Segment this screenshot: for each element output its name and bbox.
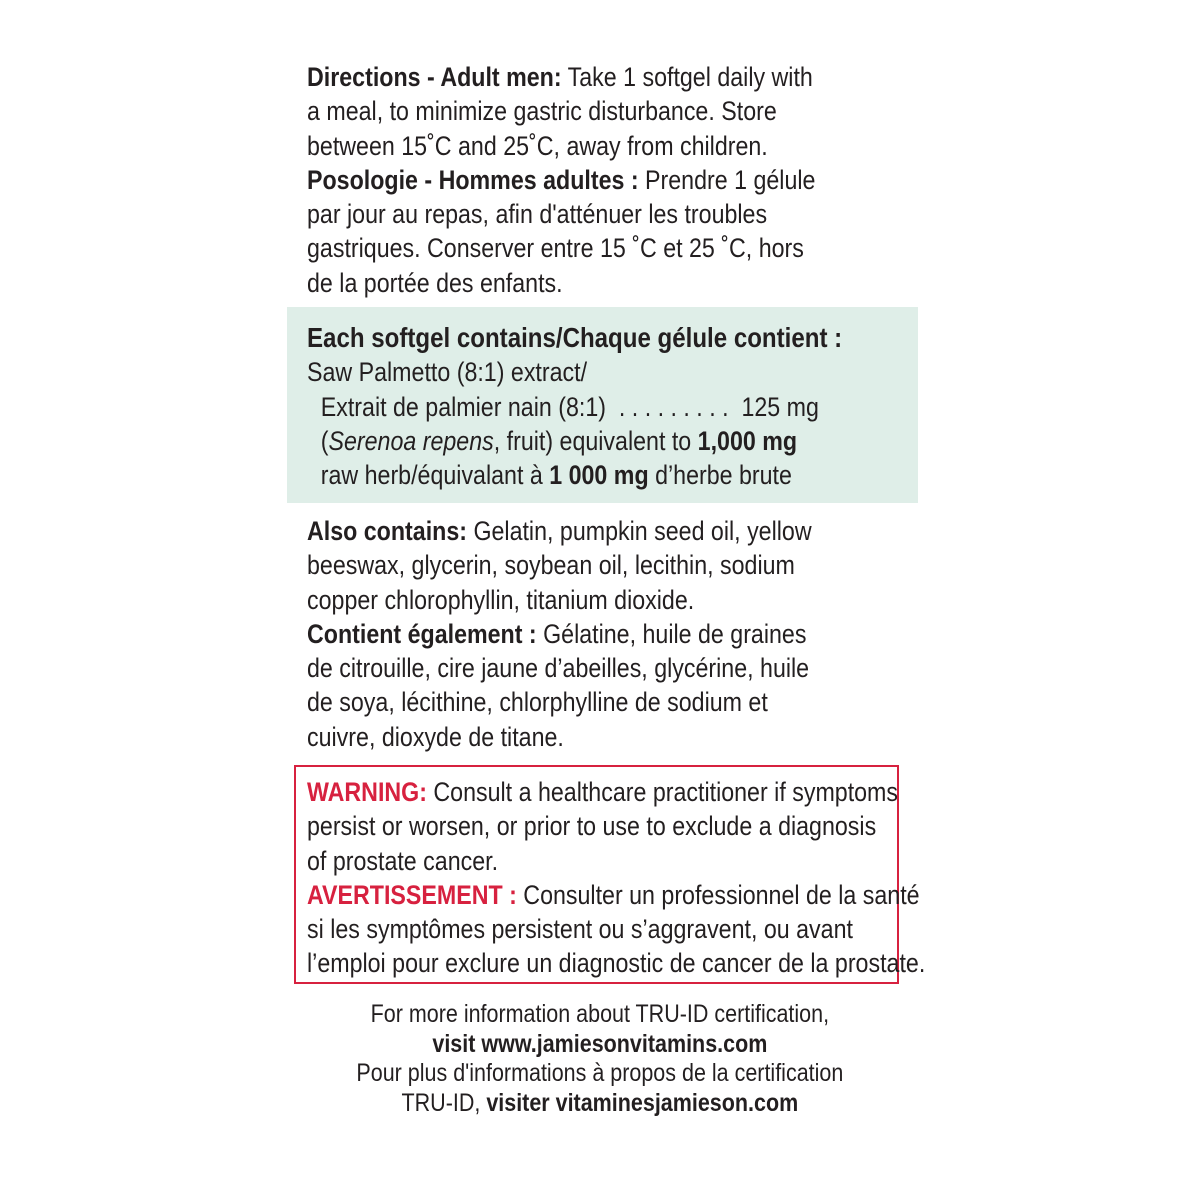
raw-herb-prefix: raw herb/équivalant à	[320, 460, 550, 491]
footer-line: For more information about TRU-ID certification,	[370, 1000, 830, 1028]
certification-footer	[0, 1000, 1200, 1118]
ingredient-amount-line	[307, 390, 842, 424]
ingredient-name-line: Saw Palmetto (8:1) extract/	[307, 357, 588, 388]
directions-fr-label: Posologie - Hommes adultes :	[307, 164, 639, 195]
directions-fr-text: Prendre 1 gélule	[638, 164, 816, 195]
directions-fr-line: gastriques. Conserver entre 15 ˚C et 25 ˚C, hors	[307, 233, 804, 264]
ingredient-name-fr: Extrait de palmier nain (8:1)	[320, 391, 606, 422]
footer-website-fr-line	[84, 1089, 1116, 1119]
also-contains-fr-line: cuivre, dioxyde de titane.	[307, 721, 564, 752]
also-contains-fr-line	[307, 617, 812, 651]
also-contains-en-text: Gelatin, pumpkin seed oil, yellow	[466, 516, 812, 546]
warning-en-line: of prostate cancer.	[307, 845, 499, 876]
footer-website-en: visit www.jamiesonvitamins.com	[432, 1029, 768, 1058]
softgel-contents-section	[307, 321, 842, 492]
directions-en-line	[307, 60, 815, 94]
warning-en-text: Consult a healthcare practitioner if symptoms	[426, 777, 899, 807]
source-text: , fruit) equivalent to	[493, 425, 698, 456]
footer-website-fr: visiter vitaminesjamieson.com	[486, 1088, 799, 1117]
also-contains-en-label: Also contains:	[307, 516, 467, 546]
also-contains-en-line: beeswax, glycerin, soybean oil, lecithin, sodium	[307, 550, 795, 581]
footer-prefix: TRU-ID,	[401, 1088, 487, 1117]
warning-fr-label: AVERTISSEMENT :	[307, 879, 517, 910]
equivalent-amount-en: 1,000 mg	[697, 425, 798, 456]
also-contains-section	[307, 514, 812, 754]
ingredient-source-line	[307, 424, 842, 458]
warning-fr-line: si les symptômes persistent ou s’aggravent, ou avant	[307, 914, 853, 945]
species-name: Serenoa repens	[328, 425, 494, 456]
warning-section	[307, 775, 925, 981]
also-contains-fr-text: Gélatine, huile de graines	[536, 618, 807, 649]
warning-en-line: persist or worsen, or prior to use to exclude a diagnosis	[307, 811, 877, 842]
also-contains-en-line	[307, 514, 812, 548]
raw-herb-line	[307, 458, 842, 492]
directions-section	[307, 60, 815, 300]
directions-en-line: a meal, to minimize gastric disturbance. Store	[307, 96, 777, 127]
directions-fr-line: de la portée des enfants.	[307, 267, 563, 298]
directions-fr-line: par jour au repas, afin d'atténuer les troubles	[307, 199, 768, 230]
footer-line: Pour plus d'informations à propos de la certification	[356, 1059, 844, 1087]
also-contains-fr-line: de soya, lécithine, chlorphylline de sodium et	[307, 687, 768, 718]
directions-fr-line	[307, 163, 815, 197]
also-contains-fr-label: Contient également :	[307, 618, 537, 649]
equivalent-amount-fr: 1 000 mg	[549, 460, 649, 491]
leader-dots: . . . . . . . . .	[605, 391, 742, 422]
directions-en-text: Take 1 softgel daily with	[561, 62, 813, 92]
also-contains-en-line: copper chlorophyllin, titanium dioxide.	[307, 584, 695, 615]
warning-fr-line: l’emploi pour exclure un diagnostic de cancer de la prostate.	[307, 948, 926, 979]
warning-fr-text: Consulter un professionnel de la santé	[516, 879, 920, 910]
contents-title: Each softgel contains/Chaque gélule contient :	[307, 322, 843, 353]
raw-herb-suffix: d’herbe brute	[648, 460, 792, 491]
also-contains-fr-line: de citrouille, cire jaune d’abeilles, glycérine, huile	[307, 653, 810, 684]
warning-en-label: WARNING:	[307, 777, 427, 807]
directions-en-label: Directions - Adult men:	[307, 62, 562, 92]
ingredient-amount: 125 mg	[741, 391, 819, 422]
warning-en-line	[307, 775, 925, 809]
warning-fr-line	[307, 878, 925, 912]
paren-open: (	[320, 425, 329, 456]
directions-en-line: between 15˚C and 25˚C, away from children.	[307, 130, 768, 161]
